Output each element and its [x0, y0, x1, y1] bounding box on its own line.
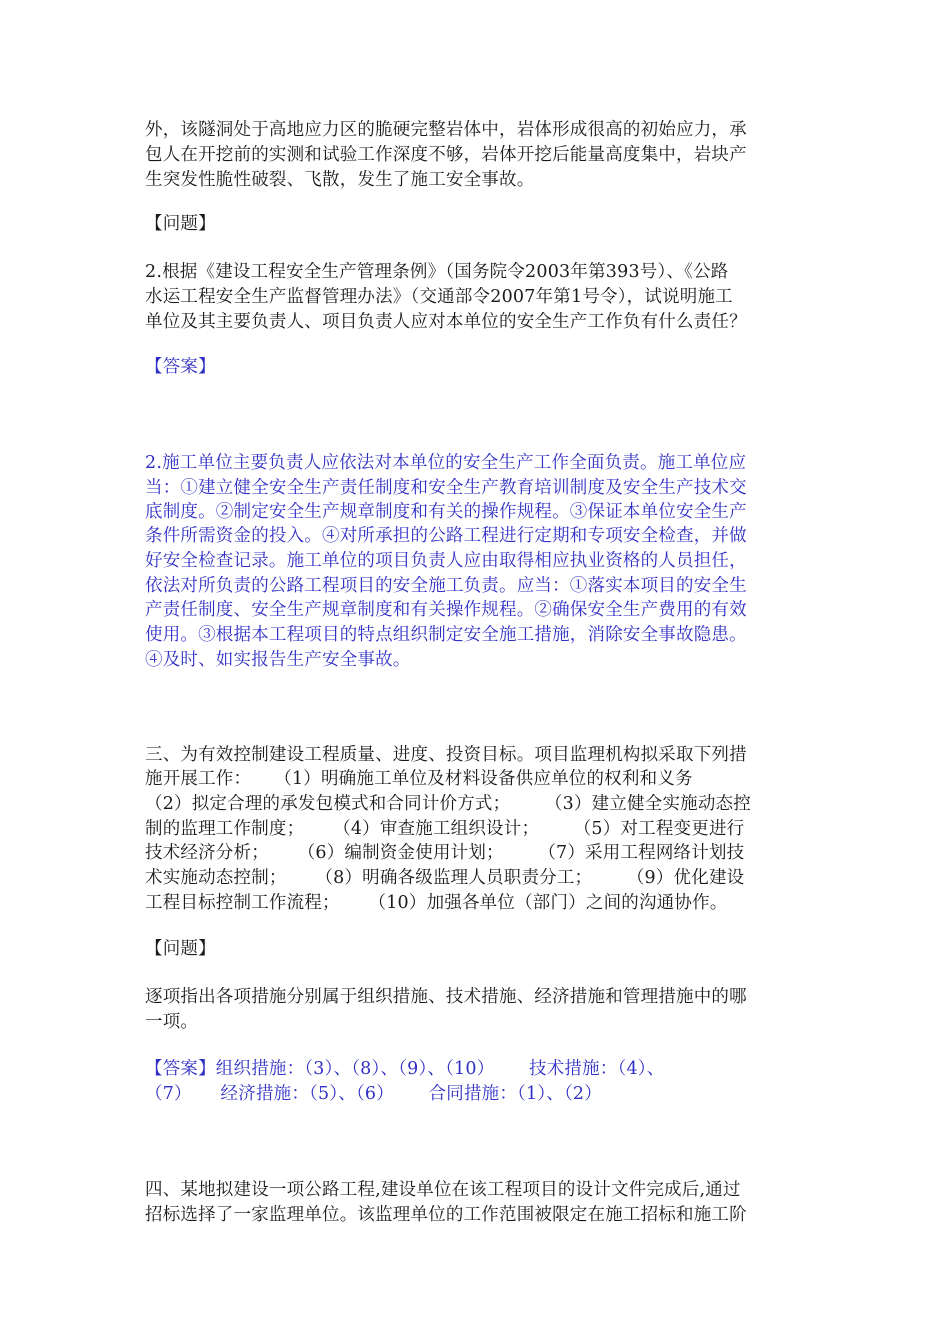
answer-line: 当：①建立健全安全生产责任制度和安全生产教育培训制度及安全生产技术交 [145, 478, 747, 498]
paragraph-line: 术实施动态控制； （8）明确各级监理人员职责分工； （9）优化建设 [145, 868, 745, 888]
paragraph-line: 四、某地拟建设一项公路工程,建设单位在该工程项目的设计文件完成后,通过 [145, 1180, 741, 1200]
paragraph-line: 制的监理工作制度； （4）审查施工组织设计； （5）对工程变更进行 [145, 819, 745, 839]
answer-line: 好安全检查记录。施工单位的项目负责人应由取得相应执业资格的人员担任， [145, 551, 747, 571]
paragraph-line: 包人在开挖前的实测和试验工作深度不够，岩体开挖后能量高度集中，岩块产 [145, 145, 747, 165]
paragraph-line: （2）拟定合理的承发包模式和合同计价方式； （3）建立健全实施动态控 [145, 794, 751, 814]
paragraph-line: 工程目标控制工作流程； （10）加强各单位（部门）之间的沟通协作。 [145, 893, 728, 913]
question-line: 单位及其主要负责人、项目负责人应对本单位的安全生产工作负有什么责任？ [145, 312, 747, 332]
question-heading: 【问题】 [145, 214, 216, 234]
paragraph-line: 技术经济分析； （6）编制资金使用计划； （7）采用工程网络计划技 [145, 843, 745, 863]
answer-line: 使用。③根据本工程项目的特点组织制定安全施工措施，消除安全事故隐患。 [145, 625, 747, 645]
question-line: 一项。 [145, 1012, 199, 1032]
answer-line: 条件所需资金的投入。④对所承担的公路工程进行定期和专项安全检查，并做 [145, 526, 747, 546]
question-line: 2.根据《建设工程安全生产管理条例》（国务院令2003年第393号）、《公路 [145, 262, 729, 282]
answer-line: （7） 经济措施：（5）、（6） 合同措施：（1）、（2） [145, 1084, 602, 1104]
paragraph-line: 招标选择了一家监理单位。该监理单位的工作范围被限定在施工招标和施工阶 [145, 1205, 747, 1225]
answer-heading: 【答案】 [145, 357, 216, 377]
paragraph-line: 外，该隧洞处于高地应力区的脆硬完整岩体中，岩体形成很高的初始应力，承 [145, 120, 747, 140]
answer-line: 2.施工单位主要负责人应依法对本单位的安全生产工作全面负责。施工单位应 [145, 453, 747, 473]
question-line: 水运工程安全生产监督管理办法》（交通部令2007年第1号令），试说明施工 [145, 287, 733, 307]
paragraph-line: 施开展工作： （1）明确施工单位及材料设备供应单位的权利和义务 [145, 769, 693, 789]
answer-line: 依法对所负责的公路工程项目的安全施工负责。应当：①落实本项目的安全生 [145, 576, 747, 596]
question-heading: 【问题】 [145, 939, 216, 959]
question-line: 逐项指出各项措施分别属于组织措施、技术措施、经济措施和管理措施中的哪 [145, 987, 747, 1007]
answer-line: 【答案】组织措施：（3）、（8）、（9）、（10） 技术措施：（4）、 [145, 1059, 665, 1079]
paragraph-line: 生突发性脆性破裂、飞散，发生了施工安全事故。 [145, 170, 535, 190]
paragraph-line: 三、为有效控制建设工程质量、进度、投资目标。项目监理机构拟采取下列措 [145, 745, 747, 765]
answer-line: 底制度。②制定安全生产规章制度和有关的操作规程。③保证本单位安全生产 [145, 502, 747, 522]
answer-line: ④及时、如实报告生产安全事故。 [145, 650, 411, 670]
answer-line: 产责任制度、安全生产规章制度和有关操作规程。②确保安全生产费用的有效 [145, 600, 747, 620]
